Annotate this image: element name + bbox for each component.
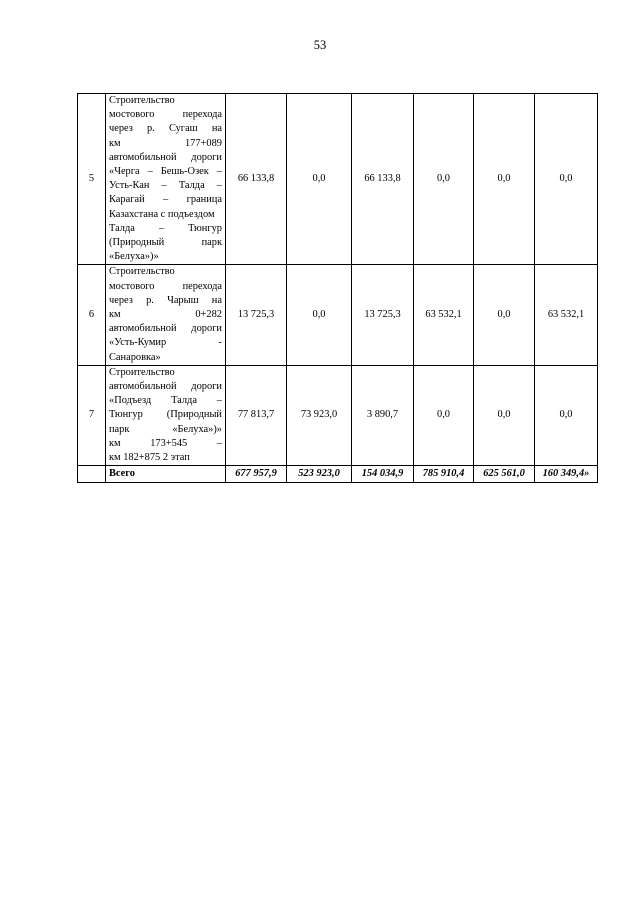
value-cell: 13 725,3 xyxy=(226,265,287,365)
name-line: км 0+282 xyxy=(109,309,222,321)
name-line: Тюнгур (Природный xyxy=(109,409,222,421)
value-cell: 77 813,7 xyxy=(226,365,287,465)
row-number: 5 xyxy=(78,94,106,265)
budget-table xyxy=(77,93,598,483)
value-cell: 63 532,1 xyxy=(414,265,474,365)
total-value-cell: 523 923,0 xyxy=(287,466,352,483)
name-line: через р. Чарыш на xyxy=(109,294,222,306)
value-cell: 0,0 xyxy=(474,94,535,265)
value-cell: 3 890,7 xyxy=(352,365,414,465)
table-body xyxy=(78,94,598,483)
table-row xyxy=(78,365,598,465)
name-line: автомобильной дороги xyxy=(109,381,222,393)
name-line: Строительство xyxy=(109,266,175,278)
name-line: Усть-Кан – Талда – xyxy=(109,180,222,192)
name-line: (Природный парк xyxy=(109,237,222,249)
value-cell: 0,0 xyxy=(287,94,352,265)
name-line: «Черга – Бешь-Озек – xyxy=(109,166,222,178)
value-cell: 0,0 xyxy=(414,365,474,465)
value-cell: 0,0 xyxy=(474,265,535,365)
value-cell: 0,0 xyxy=(414,94,474,265)
name-line: Санаровка» xyxy=(109,351,161,363)
row-number: 6 xyxy=(78,265,106,365)
value-cell: 66 133,8 xyxy=(352,94,414,265)
value-cell: 0,0 xyxy=(535,365,598,465)
name-line: км 173+545 – xyxy=(109,437,222,449)
total-value-cell: 154 034,9 xyxy=(352,466,414,483)
name-line: Талда – Тюнгур xyxy=(109,222,222,234)
total-value-cell: 785 910,4 xyxy=(414,466,474,483)
total-row xyxy=(78,466,598,483)
name-line: км 177+089 xyxy=(109,137,222,149)
name-line: «Подъезд Талда – xyxy=(109,395,222,407)
empty-cell xyxy=(78,466,106,483)
object-name-cell xyxy=(106,94,226,265)
object-name-cell xyxy=(106,265,226,365)
total-value-cell: 160 349,4» xyxy=(535,466,598,483)
name-line: парк «Белуха»)» xyxy=(109,423,222,435)
total-value-cell: 677 957,9 xyxy=(226,466,287,483)
name-line: Карагай – граница xyxy=(109,194,222,206)
value-cell: 0,0 xyxy=(474,365,535,465)
name-line: Строительство xyxy=(109,95,175,106)
name-line: мостового перехода xyxy=(109,109,222,121)
total-value-cell: 625 561,0 xyxy=(474,466,535,483)
value-cell: 66 133,8 xyxy=(226,94,287,265)
name-line: автомобильной дороги xyxy=(109,323,222,335)
name-line: км 182+875 2 этап xyxy=(109,452,190,464)
value-cell: 13 725,3 xyxy=(352,265,414,365)
name-line: автомобильной дороги xyxy=(109,151,222,163)
table-row xyxy=(78,265,598,365)
name-line: Казахстана с подъездом xyxy=(109,208,215,220)
value-cell: 73 923,0 xyxy=(287,365,352,465)
total-label: Всего xyxy=(106,466,226,483)
name-line: через р. Сугаш на xyxy=(109,123,222,135)
row-number: 7 xyxy=(78,365,106,465)
object-name-cell xyxy=(106,365,226,465)
name-line: мостового перехода xyxy=(109,280,222,292)
page-number: 53 xyxy=(313,38,327,52)
name-line: «Усть-Кумир - xyxy=(109,337,222,349)
value-cell: 0,0 xyxy=(535,94,598,265)
name-line: «Белуха»)» xyxy=(109,251,159,263)
value-cell: 63 532,1 xyxy=(535,265,598,365)
table-row xyxy=(78,94,598,265)
name-line: Строительство xyxy=(109,366,175,378)
value-cell: 0,0 xyxy=(287,265,352,365)
